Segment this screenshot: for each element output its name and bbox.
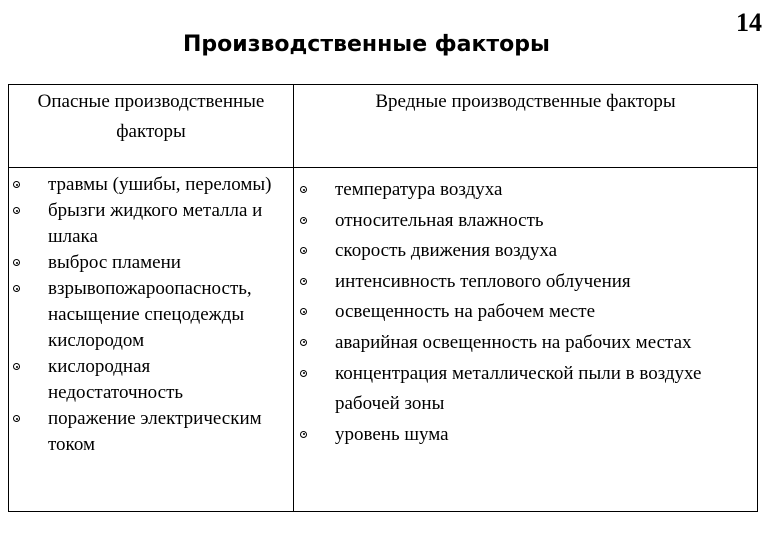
list-item-text: аварийная освещенность на рабочих местах xyxy=(335,331,692,353)
hazardous-factors-list xyxy=(13,172,289,458)
list-item-text: выброс пламени xyxy=(48,252,181,273)
hazardous-factors-header: Опасные производственные факторы xyxy=(37,91,265,142)
bullet-icon xyxy=(300,217,307,224)
bullet-icon xyxy=(13,415,20,422)
factors-table xyxy=(8,84,758,512)
bullet-icon xyxy=(300,308,307,315)
bullet-icon xyxy=(300,278,307,285)
list-item xyxy=(300,206,755,237)
list-item-text: уровень шума xyxy=(335,423,449,445)
bullet-icon xyxy=(13,259,20,266)
list-item-text: температура воздуха xyxy=(335,179,503,200)
list-item xyxy=(300,328,755,359)
list-item-text: взрывопожароопасность, насыщение спецодежды кислородом xyxy=(48,278,252,351)
list-item-text: скорость движения воздуха xyxy=(335,240,558,262)
list-item xyxy=(13,250,289,276)
list-item xyxy=(300,175,755,206)
list-item xyxy=(300,267,755,298)
column-divider xyxy=(293,85,294,511)
list-item-text: брызги жидкого металла и шлака xyxy=(48,200,263,247)
list-item xyxy=(13,354,289,406)
bullet-icon xyxy=(300,247,307,254)
bullet-icon xyxy=(13,181,20,188)
list-item-text: травмы (ушибы, переломы) xyxy=(48,174,272,195)
bullet-icon xyxy=(300,431,307,438)
list-item xyxy=(13,276,289,354)
page-number: 14 xyxy=(736,8,762,37)
header-divider xyxy=(9,167,757,168)
list-item xyxy=(13,406,289,458)
bullet-icon xyxy=(300,370,307,377)
list-item xyxy=(300,420,755,451)
bullet-icon xyxy=(13,363,20,370)
list-item-text: кислородная недостаточность xyxy=(48,356,184,403)
bullet-icon xyxy=(13,285,20,292)
harmful-factors-list xyxy=(300,175,755,450)
bullet-icon xyxy=(13,207,20,214)
page-title: Производственные факторы xyxy=(183,32,550,57)
harmful-factors-header: Вредные производственные факторы xyxy=(375,91,676,112)
list-item-text: интенсивность теплового облучения xyxy=(335,270,631,292)
list-item-text: освещенность на рабочем месте xyxy=(335,301,596,323)
list-item xyxy=(300,236,755,267)
list-item xyxy=(13,172,289,198)
list-item-text: поражение электрическим током xyxy=(48,408,262,455)
list-item-text: относительная влажность xyxy=(335,209,544,231)
list-item xyxy=(300,297,755,328)
list-item xyxy=(300,359,755,420)
bullet-icon xyxy=(300,339,307,346)
list-item-text: концентрация металлической пыли в воздухе рабочей зоны xyxy=(335,362,702,415)
bullet-icon xyxy=(300,186,307,193)
list-item xyxy=(13,198,289,250)
